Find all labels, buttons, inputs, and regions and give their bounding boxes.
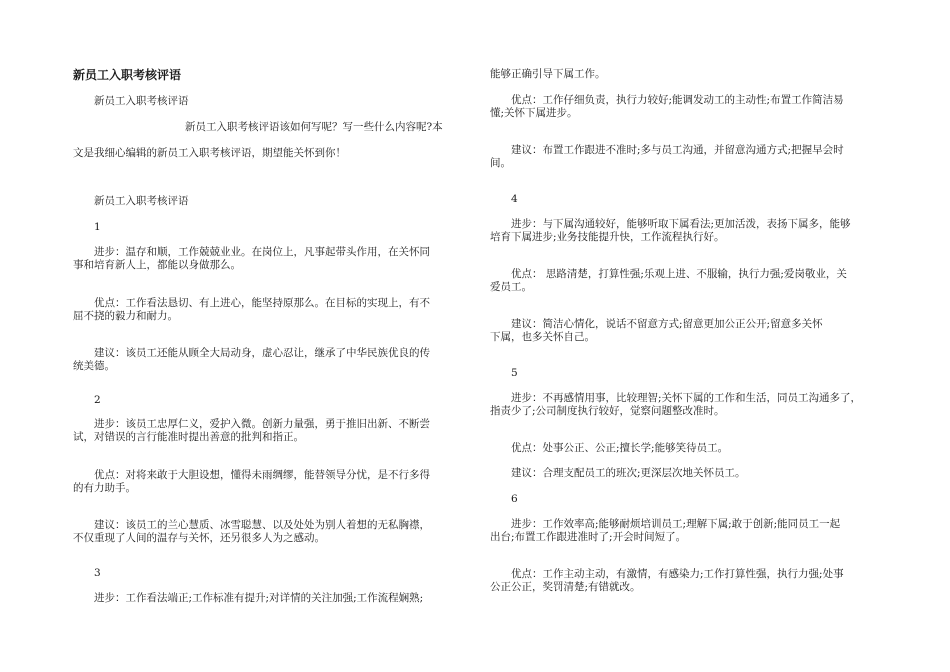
- text-line: 进步：不再感情用事，比较理智;关怀下属的工作和生活，同员工沟通多了，: [511, 392, 862, 404]
- text-line: 屈不挠的毅力和耐力。: [73, 310, 178, 322]
- text-line: 指责少了;公司制度执行较好，觉察问题整改准时。: [490, 405, 725, 417]
- text-line: 建议：简洁心情化，说话不留意方式;留意更加公正公开;留意多关怀: [511, 318, 823, 330]
- text-line: 进步：与下属沟通较好，能够听取下属看法;更加活泼，表扬下属多，能够: [511, 218, 851, 230]
- text-line: 统美德。: [73, 360, 115, 372]
- document-subtitle: 新员工入职考核评语: [94, 95, 189, 107]
- text-line: 优点：对将来敢于大胆设想，懂得未雨绸缪，能替领导分忧，是不行多得: [94, 469, 430, 481]
- intro-line-1: 新员工入职考核评语该如何写呢？写一些什么内容呢?本: [185, 121, 443, 133]
- entry-3-suggestion: [490, 144, 882, 170]
- entry-number-1: 1: [94, 221, 101, 233]
- entry-3-progress-continued: 能够正确引导下属工作。: [490, 68, 606, 80]
- text-line: 进步：该员工忠厚仁义，爱护入微。创新力量强，勇于推旧出新、不断尝: [94, 418, 430, 430]
- entry-1-advantage: [73, 297, 465, 323]
- section-heading: 新员工入职考核评语: [94, 195, 189, 207]
- entry-3-progress: 进步：工作看法端正;工作标准有提升;对详情的关注加强;工作流程娴熟;: [94, 592, 424, 604]
- text-line: 建议：该员工还能从顾全大局动身，虚心忍让，继承了中华民族优良的传: [94, 347, 430, 359]
- entry-5-suggestion: 建议：合理支配员工的班次;更深层次地关怀员工。: [511, 467, 746, 479]
- entry-2-suggestion: [73, 519, 465, 545]
- text-line: 进步：工作效率高;能够耐烦培训员工;理解下属;敢于创新;能同员工一起: [511, 518, 841, 530]
- text-line: 优点：工作仔细负责，执行力较好;能调发动工的主动性;布置工作简洁易: [511, 94, 844, 106]
- text-line: 培育下属进步;业务技能提升快，工作流程执行好。: [490, 231, 725, 243]
- entry-4-advantage: [490, 268, 882, 294]
- entry-number-2: 2: [94, 394, 101, 406]
- entry-4-progress: [490, 218, 882, 244]
- text-line: 事和培育新人上，都能以身做那么。: [73, 259, 241, 271]
- text-line: 下属，也多关怀自己。: [490, 331, 595, 343]
- intro-line-2: 文是我细心编辑的新员工入职考核评语，期望能关怀到你！: [73, 147, 346, 159]
- text-line: 进步：温存和顺，工作兢兢业业。在岗位上，凡事起带头作用，在关怀同: [94, 246, 430, 258]
- text-line: 间。: [490, 157, 511, 169]
- text-line: 建议：该员工的兰心慧质、冰雪聪慧、以及处处为别人着想的无私胸襟，: [94, 519, 430, 531]
- text-line: 建议：布置工作跟进不准时;多与员工沟通，并留意沟通方式;把握早会时: [511, 144, 844, 156]
- text-line: 优点： 思路清楚，打算性强;乐观上进、不服输，执行力强;爱岗敬业，关: [511, 268, 847, 280]
- entry-2-progress: [73, 418, 465, 444]
- entry-6-progress: [490, 518, 882, 544]
- entry-5-advantage: 优点：处事公正、公正;擅长学;能够笑待员工。: [511, 442, 729, 454]
- entry-number-4: 4: [511, 193, 518, 205]
- entry-number-6: 6: [511, 493, 518, 505]
- entry-3-advantage: [490, 94, 882, 120]
- text-line: 不仅重现了人间的温存与关怀，还另很多人为之感动。: [73, 532, 325, 544]
- entry-number-5: 5: [511, 367, 518, 379]
- text-line: 懂;关怀下属进步。: [490, 107, 578, 119]
- entry-number-3: 3: [94, 567, 101, 579]
- entry-1-suggestion: [73, 347, 465, 373]
- text-line: 公正公正，奖罚清楚;有错就改。: [490, 581, 641, 593]
- entry-1-progress: [73, 246, 465, 272]
- entry-5-progress: [490, 392, 882, 418]
- document-title: 新员工入职考核评语: [73, 68, 182, 82]
- entry-4-suggestion: [490, 318, 882, 344]
- text-line: 优点：工作主动主动，有激情，有感染力;工作打算性强，执行力强;处事: [511, 568, 844, 580]
- text-line: 优点：工作看法恳切、有上进心，能坚持原那么。在目标的实现上，有不: [94, 297, 430, 309]
- text-line: 出台;布置工作跟进准时了;开会时间短了。: [490, 531, 687, 543]
- entry-2-advantage: [73, 469, 465, 495]
- text-line: 试，对错误的言行能准时提出善意的批判和指正。: [73, 431, 304, 443]
- text-line: 的有力助手。: [73, 482, 136, 494]
- text-line: 爱员工。: [490, 281, 532, 293]
- entry-6-advantage: [490, 568, 882, 594]
